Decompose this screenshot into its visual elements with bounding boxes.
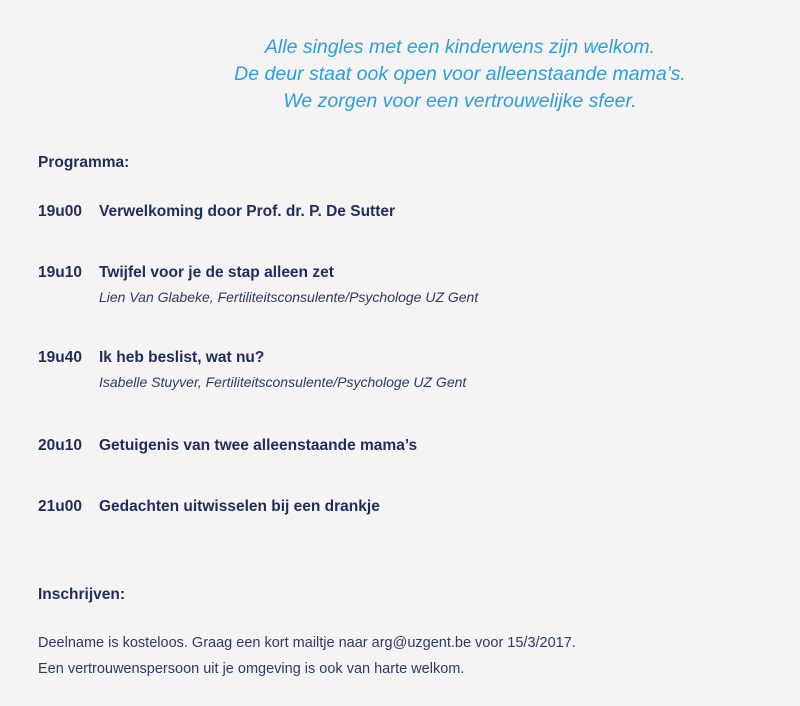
intro-line-3: We zorgen voor een vertrouwelijke sfeer.: [283, 90, 637, 112]
program-time: 19u40: [38, 349, 82, 366]
program-time: 19u10: [38, 264, 82, 281]
program-title: Ik heb beslist, wat nu?: [99, 349, 265, 366]
program-speaker: Lien Van Glabeke, Fertiliteitsconsulente/Psychologe UZ Gent: [99, 289, 479, 305]
program-item: [38, 349, 466, 390]
program-time: 20u10: [38, 437, 82, 454]
program-title: Verwelkoming door Prof. dr. P. De Sutter: [99, 203, 396, 220]
program-title: Getuigenis van twee alleenstaande mama’s: [99, 437, 418, 454]
inschrijven-line-2: Een vertrouwenspersoon uit je omgeving is ook van harte welkom.: [38, 661, 465, 677]
inschrijven-info: [38, 630, 576, 682]
program-title: Gedachten uitwisselen bij een drankje: [99, 498, 380, 515]
program-item: [38, 264, 478, 305]
intro-line-2: De deur staat ook open voor alleenstaande mama’s.: [234, 63, 686, 85]
intro-text: [0, 34, 800, 115]
inschrijven-line-1: Deelname is kosteloos. Graag een kort mailtje naar arg@uzgent.be voor 15/3/2017.: [38, 635, 576, 651]
program-time: 19u00: [38, 203, 82, 220]
intro-line-1: Alle singles met een kinderwens zijn welkom.: [264, 36, 656, 58]
program-title: Twijfel voor je de stap alleen zet: [99, 264, 334, 281]
program-item: [38, 437, 417, 455]
inschrijven-heading: Inschrijven:: [38, 586, 125, 603]
program-time: 21u00: [38, 498, 82, 515]
programma-heading: Programma:: [38, 154, 130, 171]
program-item: [38, 498, 380, 516]
program-item: [38, 203, 395, 221]
program-speaker: Isabelle Stuyver, Fertiliteitsconsulente/Psychologe UZ Gent: [99, 374, 467, 390]
